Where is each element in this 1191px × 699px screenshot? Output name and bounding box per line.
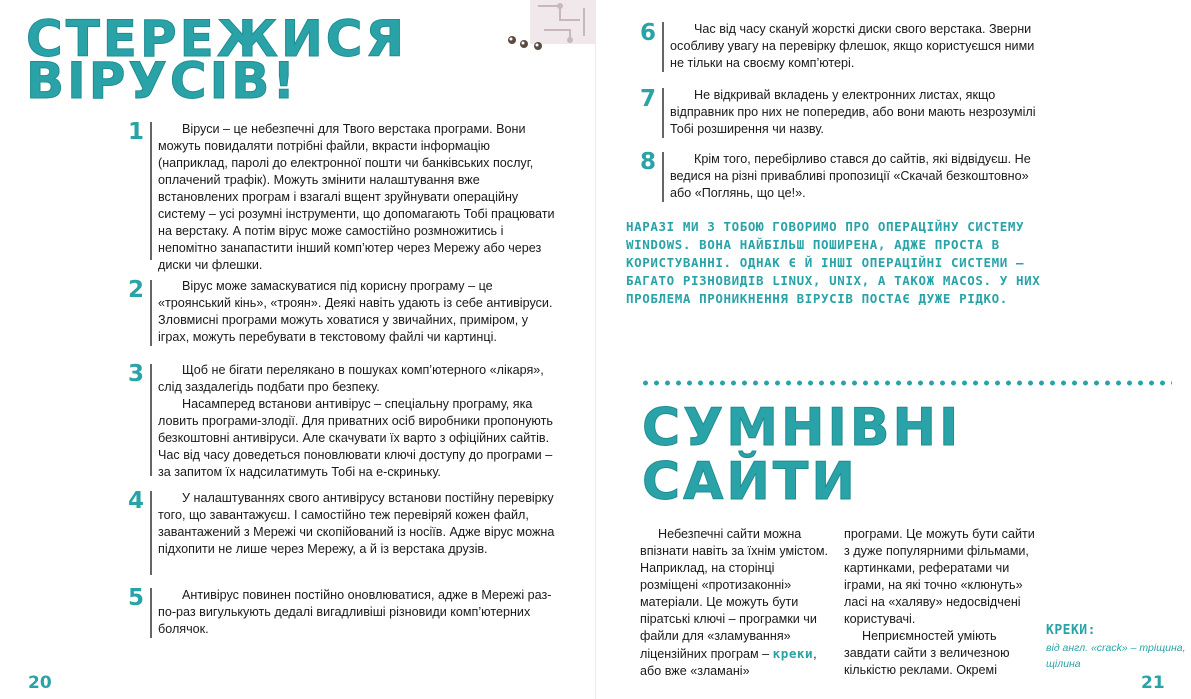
virus-illustration-fragment [500,0,596,52]
tip-text: Вірус може замаскуватися під корисну програму – це «троянський кінь», «троян». Деякі навіть удають із себе антивіруси. Зловмисні програми можуть ховатися у звичайних, приміром, у іграх, можуть перебувати в текстовому файлі чи картинці. [158,279,553,344]
tip-divider [662,22,664,72]
page-number: 20 [28,673,52,693]
col2-paragraph-1: програми. Це можуть бути сайти з дуже популярними фільмами, картинками, рефератами чи іграми, на які точно «клюнуть» ласі на «халяву» недосвідчені користувачі. [844,527,1035,626]
tip-text: Щоб не бігати перелякано в пошуках комп’ютерного «лікаря», слід заздалегідь подбати про безпеку. [158,363,544,394]
tip-number: 4 [128,488,145,514]
title-line-1: СТЕРЕЖИСЯ [26,10,408,68]
tip-divider [150,491,152,575]
tip-divider [662,152,664,202]
windows-note: НАРАЗІ МИ З ТОБОЮ ГОВОРИМО ПРО ОПЕРАЦІЙНУ СИСТЕМУ WINDOWS. ВОНА НАЙБІЛЬШ ПОШИРЕНА, АДЖЕ ПРОСТА В КОРИСТУВАННІ. ОДНАК Є Й ІНШІ ОПЕРАЦІЙНІ СИСТЕМИ – БАГАТО РІЗНОВИДІВ LINUX, UNIX, А ТАКОЖ MACOS. У НИХ ПРОБЛЕМА ПРОНИКНЕННЯ ВІРУСІВ ПОСТАЄ ДУЖЕ РІДКО. [626,219,1041,306]
right-page [596,0,1191,699]
tip-text: Антивірус повинен постійно оновлюватися, адже в Мережі раз-по-раз вигулькують дедалі вигадливіші різновиди комп’ютерних болячок. [158,588,552,636]
tip-divider [662,88,664,138]
tip-divider [150,122,152,260]
tip-text: Віруси – це небезпечні для Твого верстака програми. Вони можуть повидаляти потрібні файли, вкрасти інформацію (наприклад, паролі до електронної пошти чи банківських послуг, оплачений трафік). Можуть змінити налаштування вже встановлених програм і взагалі вщент зруйнувати операційну систему – усі розумні інструменти, що допомагають Тобі працювати на верстаку. А потім вірус може самостійно розмножитись і непомітно занапастити інший комп’ютер через Мережу або через диски чи флешки. [158,122,555,272]
col2-paragraph-2: Неприємностей уміють завдати сайти з величезною кількістю реклами. Окремі [844,629,1010,677]
tip-divider [150,280,152,346]
dotted-separator [640,380,1172,386]
tip-number: 6 [640,20,657,46]
section-title-line-1: СУМНІВНІ [642,398,962,458]
tip-divider [150,364,152,476]
tip-divider [150,588,152,638]
page-number: 21 [1141,673,1165,693]
sidebar-definition: від англ. «crack» – тріщина, щілина [1046,642,1186,670]
tip-number: 5 [128,585,145,611]
tip-text: У налаштуваннях свого антивірусу встанови постійну перевірку того, що завантажуєш. І самостійно теж перевіряй кожен файл, завантажений з Мережі чи скопійований із носіїв. Адже вірус можна підхопити не лише через Мережу, а й із верстака друзів. [158,491,555,556]
text-column-1 [640,526,832,680]
tip-number: 1 [128,119,145,145]
text-column-2 [844,526,1040,679]
tip-number: 7 [640,86,657,112]
col1-highlight-term: креки [772,646,814,661]
tip-text: Не відкривай вкладень у електронних листах, якщо відправник про них не попередив, або вони мають незрозумілі Тобі розширення чи назву. [670,88,1036,136]
tip-number: 2 [128,277,145,303]
tip-number: 3 [128,361,145,387]
tip-number: 8 [640,149,657,175]
tip-text: Насамперед встанови антивірус – спеціальну програму, яка ловить програми-злодії. Для приватних осіб виробники пропонують безкоштовні антивіруси. Але скачувати їх варто з офіційних сайтів. Час від часу доведеться поновлювати ключі доступу до програми – за запитом їх надсилатимуть Тобі на е-скриньку. [158,397,553,479]
sidebar-term: КРЕКИ: [1046,623,1096,638]
col1-text-after: , або вже «зламані» [640,647,817,678]
tip-text: Крім того, перебірливо стався до сайтів, які відвідуєш. Не ведися на різні привабливі пропозиції «Скачай безкоштовно» або «Поглянь, що це!». [670,152,1031,200]
col1-text-before: Небезпечні сайти можна впізнати навіть за їхнім умістом. Наприклад, на сторінці розміщені «протизаконні» матеріали. Це можуть бути піратські ключі – програмки чи файли для «зламування» ліцензійних програм – [640,527,829,661]
section-title-line-2: САЙТИ [642,452,858,512]
tip-text: Час від часу скануй жорсткі диски свого верстака. Зверни особливу увагу на перевірку флешок, якщо користуєшся ними не тільки на своєму комп’ютері. [670,22,1035,70]
title-line-2: ВІРУСІВ! [26,52,299,110]
